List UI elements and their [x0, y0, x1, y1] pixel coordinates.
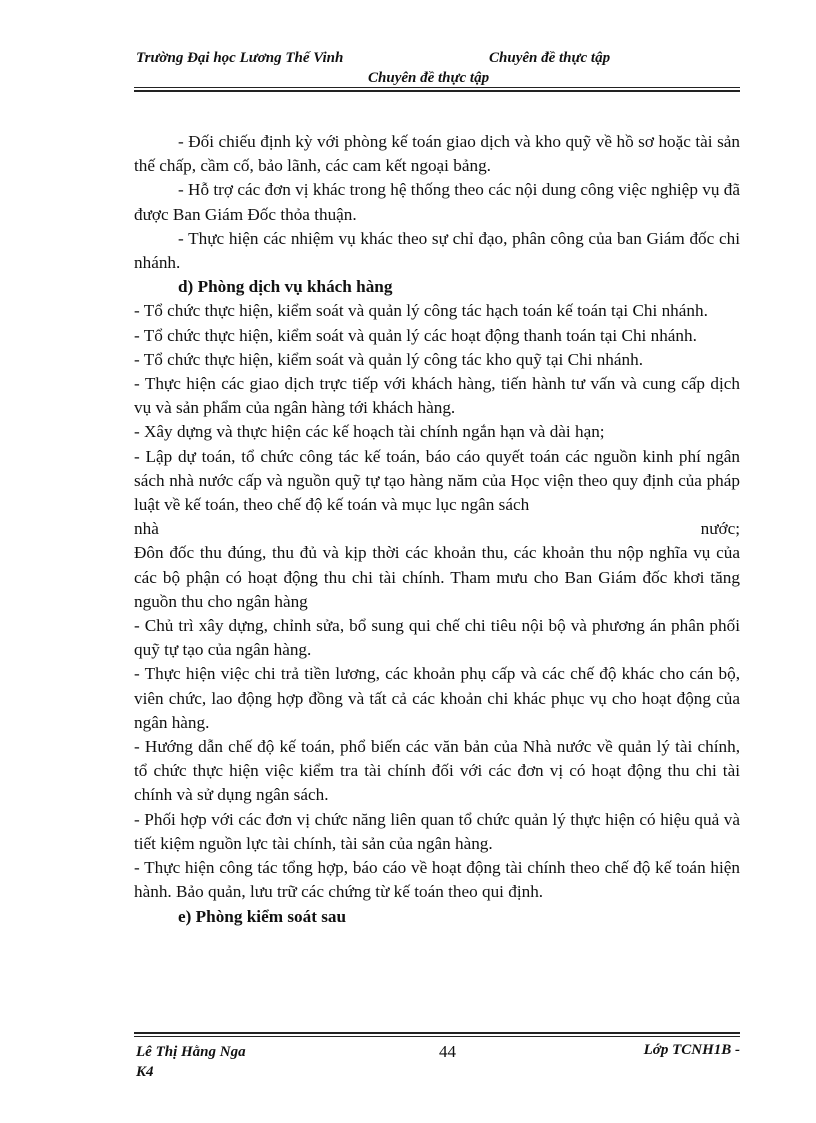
header-rule-thick [134, 90, 740, 92]
paragraph: - Xây dựng và thực hiện các kế hoạch tài chính ngắn hạn và dài hạn; [134, 422, 605, 442]
document-body [134, 130, 740, 929]
paragraph: - Tổ chức thực hiện, kiểm soát và quản lý các hoạt động thanh toán tại Chi nhánh. [134, 325, 697, 345]
paragraph: - Phối hợp với các đơn vị chức năng liên quan tổ chức quản lý thực hiện có hiệu quả và tiết kiệm nguồn lực tài chính, tài sản của ngân hàng. [134, 809, 740, 853]
paragraph: - Hướng dẫn chế độ kế toán, phổ biến các văn bản của Nhà nước về quản lý tài chính, tổ chức thực hiện việc kiểm tra tài chính đối với các đơn vị có hoạt động thu chi tài chính và sử dụng ngân sách. [134, 737, 740, 805]
paragraph: - Tổ chức thực hiện, kiểm soát và quản lý công tác kho quỹ tại Chi nhánh. [134, 349, 643, 369]
paragraph: - Hỗ trợ các đơn vị khác trong hệ thống theo các nội dung công việc nghiệp vụ đã được Ban Giám Đốc thỏa thuận. [134, 180, 740, 224]
paragraph: - Đối chiếu định kỳ với phòng kế toán giao dịch và kho quỹ về hồ sơ hoặc tài sản thế chấp, cầm cố, bảo lãnh, các cam kết ngoại bảng. [134, 132, 740, 176]
line-start: nhà [134, 519, 159, 539]
footer-rule-thick [134, 1032, 740, 1034]
justified-line [134, 517, 740, 541]
paragraph: - Thực hiện công tác tổng hợp, báo cáo về hoạt động tài chính theo chế độ kế toán hiện hành. Bảo quản, lưu trữ các chứng từ kế toán theo qui định. [134, 858, 740, 902]
section-heading-d: d) Phòng dịch vụ khách hàng [178, 277, 393, 297]
page-number: 44 [439, 1042, 456, 1061]
paragraph: Đôn đốc thu đúng, thu đủ và kịp thời các khoản thu, các khoản thu nộp nghĩa vụ của các bộ phận có hoạt động thu chi tài chính. Tham mưu cho Ban Giám đốc khơi tăng nguồn thu cho ngân hàng [134, 543, 740, 611]
paragraph: - Thực hiện các giao dịch trực tiếp với khách hàng, tiến hành tư vấn và cung cấp dịch vụ và sản phẩm của ngân hàng tới khách hàng. [134, 374, 740, 418]
page-header [134, 48, 740, 90]
section-heading-e: e) Phòng kiểm soát sau [178, 906, 347, 926]
footer-author [136, 1042, 246, 1082]
footer-rule-thin [134, 1036, 740, 1037]
author-cohort: K4 [136, 1064, 154, 1080]
paragraph: - Lập dự toán, tổ chức công tác kế toán, báo cáo quyết toán các nguồn kinh phí ngân sách nhà nước cấp và nguồn quỹ tự tạo hàng năm của Học viện theo quy định của pháp luật về kế toán, theo chế độ kế toán và mục lục ngân sách [134, 446, 740, 515]
paragraph: - Thực hiện việc chi trả tiền lương, các khoản phụ cấp và các chế độ khác cho cán bộ, viên chức, lao động hợp đồng và tất cả các khoản chi khác phục vụ cho hoạt động của ngân hàng. [134, 664, 740, 732]
header-rule-thin [134, 87, 740, 88]
header-topic: Chuyên đề thực tập [489, 50, 611, 66]
footer-class: Lớp TCNH1B - [643, 1042, 740, 1058]
page-footer [134, 1032, 740, 1092]
author-name: Lê Thị Hằng Nga [136, 1044, 246, 1060]
header-topic-repeat: Chuyên đề thực tập [368, 70, 490, 86]
line-end: nước; [700, 519, 740, 539]
header-school-name: Trường Đại học Lương Thế Vinh [136, 50, 344, 66]
paragraph: - Thực hiện các nhiệm vụ khác theo sự chỉ đạo, phân công của ban Giám đốc chi nhánh. [134, 228, 740, 273]
paragraph: - Tổ chức thực hiện, kiểm soát và quản lý công tác hạch toán kế toán tại Chi nhánh. [134, 301, 708, 321]
paragraph: - Chủ trì xây dựng, chỉnh sửa, bổ sung qui chế chi tiêu nội bộ và phương án phân phối quỹ tự tạo của ngân hàng. [134, 616, 740, 660]
